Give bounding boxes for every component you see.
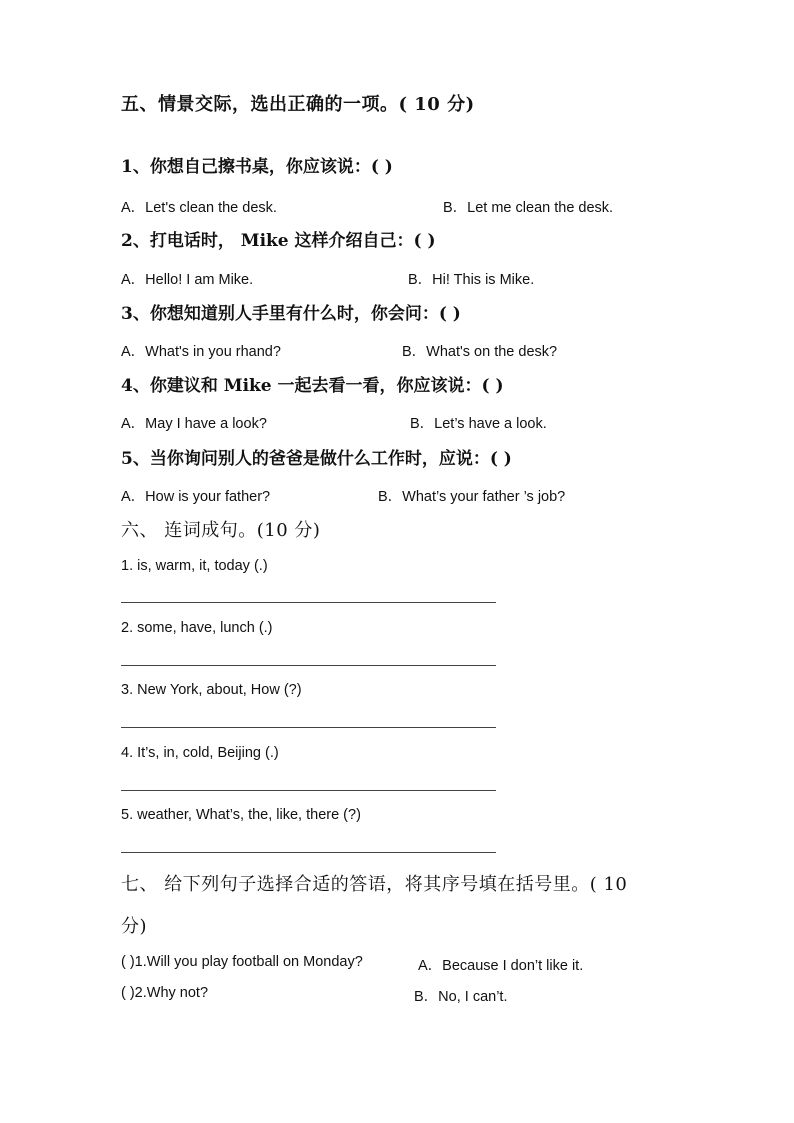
- sentence-item-1: 1. is, warm, it, today (.): [121, 558, 268, 574]
- match-question-1: ( )1.Will you play football on Monday?: [121, 954, 363, 970]
- match-question-2: ( )2.Why not?: [121, 985, 209, 1001]
- question-4-option-b: B．Let’s have a look.: [410, 416, 547, 432]
- question-2-option-b: B．Hi! This is Mike.: [408, 272, 535, 288]
- answer-line-3[interactable]: [121, 727, 496, 728]
- question-1: 1、你想自己擦书桌，你应该说：( ): [121, 157, 393, 177]
- sentence-item-3: 3. New York, about, How (?): [121, 682, 302, 698]
- question-2-option-a: A．Hello! I am Mike.: [121, 272, 254, 288]
- match-answer-b: B．No, I can’t.: [414, 989, 508, 1005]
- question-3-option-a: A．What's in you rhand?: [121, 344, 281, 360]
- section6-heading: 六、 连词成句。(10 分): [121, 520, 321, 541]
- section7-heading-line2: 分): [121, 916, 148, 937]
- answer-line-5[interactable]: [121, 852, 496, 853]
- sentence-item-2: 2. some, have, lunch (.): [121, 620, 273, 636]
- question-3-option-b: B．What's on the desk?: [402, 344, 558, 360]
- question-3: 3、你想知道别人手里有什么时，你会问：( ): [121, 304, 461, 324]
- answer-line-1[interactable]: [121, 602, 496, 603]
- sentence-item-5: 5. weather, What’s, the, like, there (?): [121, 807, 361, 823]
- question-1-option-b: B．Let me clean the desk.: [443, 200, 614, 216]
- question-5-option-b: B．What’s your father ’s job?: [378, 489, 566, 505]
- match-answer-a: A．Because I don’t like it.: [418, 958, 584, 974]
- answer-line-2[interactable]: [121, 665, 496, 666]
- sentence-item-4: 4. It’s, in, cold, Beijing (.): [121, 745, 279, 761]
- question-5-option-a: A．How is your father?: [121, 489, 271, 505]
- section5-heading: 五、情景交际，选出正确的一项。( 10 分): [121, 94, 475, 115]
- question-4: 4、你建议和 Mike 一起去看一看，你应该说：( ): [121, 376, 504, 396]
- question-1-option-a: A．Let's clean the desk.: [121, 200, 277, 216]
- question-4-option-a: A．May I have a look?: [121, 416, 267, 432]
- answer-line-4[interactable]: [121, 790, 496, 791]
- question-2: 2、打电话时， Mike 这样介绍自己：( ): [121, 231, 436, 251]
- section7-heading-line1: 七、 给下列句子选择合适的答语，将其序号填在括号里。( 10: [121, 874, 628, 895]
- question-5: 5、当你询问别人的爸爸是做什么工作时，应说：( ): [121, 449, 512, 469]
